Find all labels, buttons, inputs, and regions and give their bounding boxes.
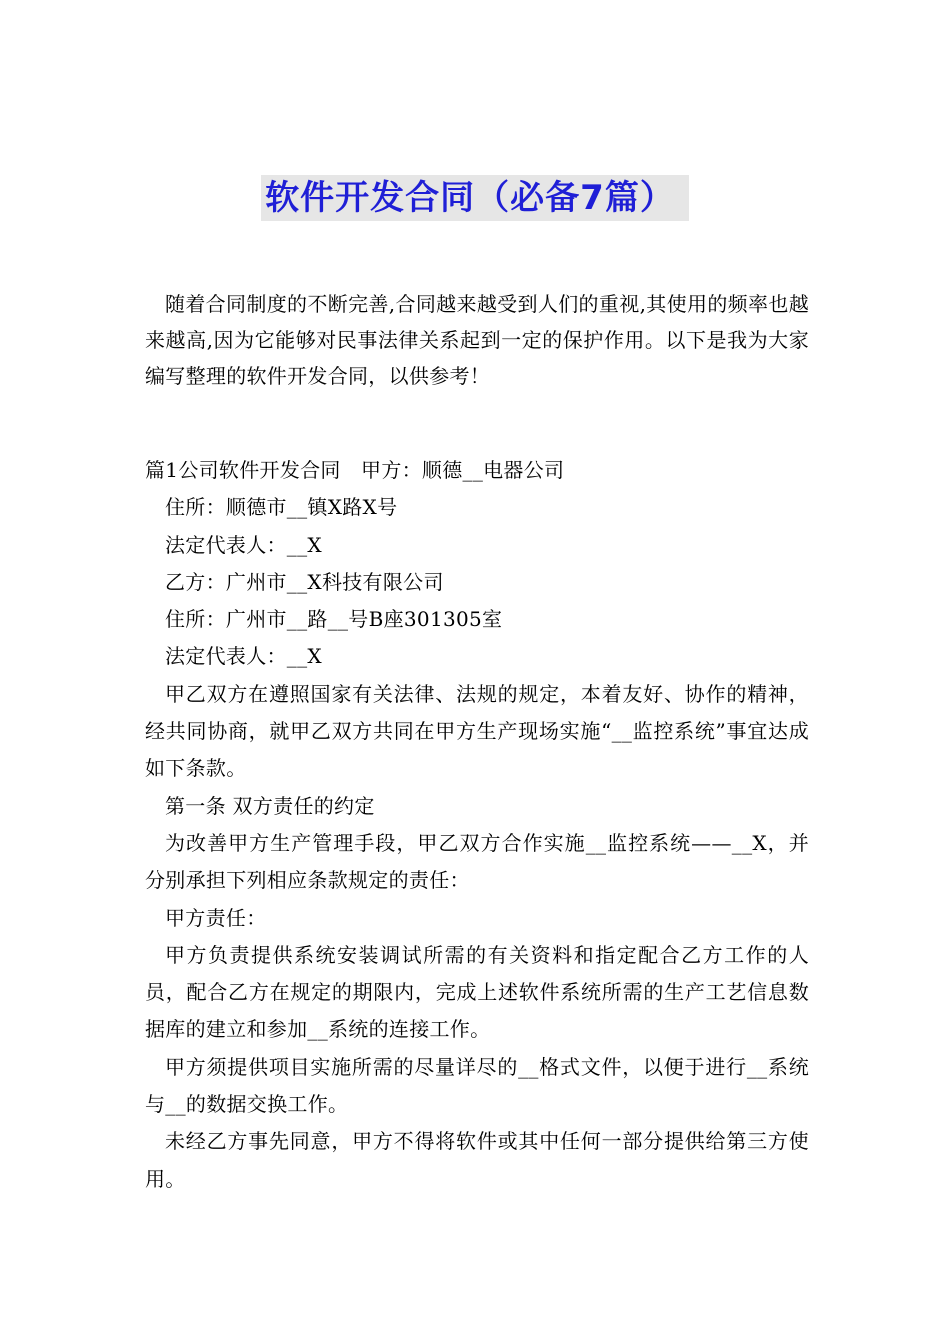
party-a-responsibility-paragraph-1: 甲方负责提供系统安装调试所需的有关资料和指定配合乙方工作的人员，配合乙方在规定的期限内，完成上述软件系统所需的生产工艺信息数据库的建立和参加__系统的连接工作。 [145, 942, 809, 1042]
party-b-name: 乙方：广州市__X科技有限公司 [165, 569, 444, 594]
party-a-responsibility-heading: 甲方责任： [165, 905, 267, 930]
responsibility-paragraph: 为改善甲方生产管理手段，甲乙双方合作实施__监控系统——__X，并分别承担下列相应条款规定的责任： [145, 830, 809, 893]
agreement-paragraph: 甲乙双方在遵照国家有关法律、法规的规定，本着友好、协作的精神，经共同协商，就甲乙双方共同在甲方生产现场实施“__监控系统”事宜达成如下条款。 [145, 681, 809, 781]
title-container [0, 175, 950, 221]
article-one-heading: 第一条 双方责任的约定 [165, 793, 375, 818]
party-a-responsibility-paragraph-2: 甲方须提供项目实施所需的尽量详尽的__格式文件，以便于进行__系统与__的数据交换工作。 [145, 1054, 809, 1117]
document-title: 软件开发合同（必备7篇） [261, 175, 689, 221]
party-b-address: 住所：广州市__路__号B座301305室 [165, 607, 503, 632]
intro-paragraph: 随着合同制度的不断完善,合同越来越受到人们的重视,其使用的频率也越来越高,因为它能够对民事法律关系起到一定的保护作用。以下是我为大家编写整理的软件开发合同，以供参考！ [145, 292, 809, 388]
party-b-representative: 法定代表人：__X [165, 644, 322, 669]
party-a-representative: 法定代表人：__X [165, 532, 322, 557]
party-a-address: 住所：顺德市__镇X路X号 [165, 495, 398, 520]
section-heading-line: 篇1公司软件开发合同 甲方：顺德__电器公司 [145, 458, 565, 482]
party-a-responsibility-paragraph-3: 未经乙方事先同意，甲方不得将软件或其中任何一部分提供给第三方使用。 [145, 1129, 809, 1191]
contract-body [145, 452, 809, 1198]
